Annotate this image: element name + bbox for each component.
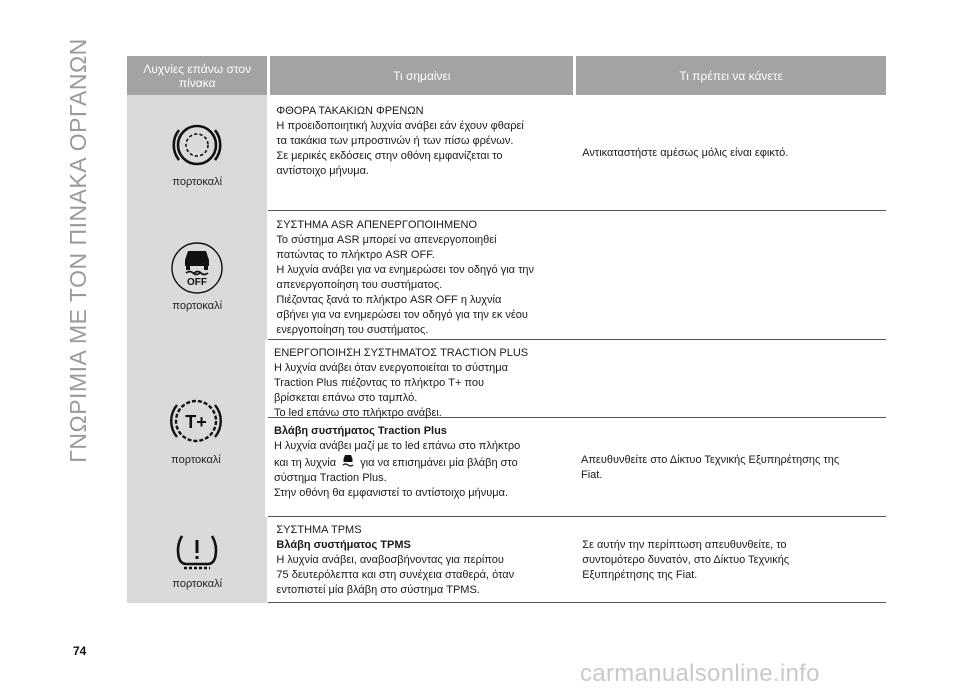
meaning-line: τα τακάκια των μπροστινών ή των πίσω φρένων.: [276, 135, 514, 147]
tpms-icon: [174, 530, 220, 574]
meaning-cell: [270, 211, 573, 340]
page-number: 74: [73, 644, 87, 658]
traction-plus-content: [268, 340, 886, 517]
meaning-subtitle: Βλάβη συστήματος TPMS: [276, 539, 411, 551]
action-cell: [576, 211, 886, 340]
table-row: [127, 211, 886, 340]
meaning-line: σβήνει για να ενημερώσει τον οδηγό για την εκ νέου: [276, 309, 528, 321]
icon-cell: [127, 95, 267, 211]
table-row: [127, 95, 886, 211]
fault-meaning-cell: [268, 418, 572, 517]
meaning-line: ενεργοποίηση του συστήματος.: [276, 324, 429, 336]
color-label: πορτοκαλί: [171, 453, 221, 466]
meaning-line: Η προειδοποιητική λυχνία ανάβει εάν έχουν φθαρεί: [276, 120, 524, 132]
meaning-line: Σε μερικές εκδόσεις στην οθόνη εμφανίζεται το: [276, 150, 503, 162]
meaning-line: ΣΥΣΤΗΜΑ ASR ΑΠΕΝΕΡΓΟΠΟΙΗΜΕΝΟ: [276, 219, 477, 231]
meaning-title: ΣΥΣΤΗΜΑ TPMS: [276, 524, 362, 536]
meaning-line: Traction Plus πιέζοντας το πλήκτρο T+ που: [274, 377, 485, 389]
asr-off-icon: [169, 240, 225, 296]
color-label: πορτοκαλί: [172, 299, 223, 312]
header-col-action-text: Τι πρέπει να κάνετε: [679, 68, 783, 83]
header-col-lights: [127, 56, 267, 95]
meaning-cell: [270, 95, 573, 211]
meaning-line: 75 δευτερόλεπτα και στη συνέχεια σταθερά, όταν: [276, 569, 515, 581]
icon-cell: [127, 340, 265, 517]
meaning-line: Η λυχνία ανάβει μαζί με το led επάνω στο πλήκτρο: [274, 440, 521, 452]
meaning-line: βρίσκεται επάνω στο ταμπλό.: [274, 392, 418, 404]
row-divider: [268, 602, 886, 603]
action-line: Σε αυτήν την περίπτωση απευθυνθείτε, το: [582, 539, 787, 551]
icon-cell: [127, 211, 267, 340]
side-section-title: [58, 37, 98, 463]
meaning-line-part: για να επισημάνει μία βλάβη στο: [360, 457, 518, 469]
traction-plus-icon: [167, 392, 225, 450]
icon-cell: [127, 517, 267, 603]
action-text: Αντικαταστήστε αμέσως μόλις είναι εφικτό.: [582, 146, 789, 159]
fault-title: Βλάβη συστήματος Traction Plus: [274, 425, 447, 437]
meaning-line: απενεργοποίηση του συστήματος.: [276, 279, 443, 291]
meaning-line: Στην οθόνη θα εμφανιστεί το αντίστοιχο μήνυμα.: [274, 487, 508, 499]
action-line: Fiat.: [581, 468, 603, 481]
meaning-line: Το led επάνω στο πλήκτρο ανάβει.: [274, 407, 442, 419]
meaning-line: πατώντας το πλήκτρο ASR OFF.: [276, 249, 435, 261]
esc-warning-icon: [342, 454, 354, 468]
meaning-line-part: και τη λυχνία: [274, 457, 337, 469]
meaning-cell: [268, 340, 572, 417]
action-cell: [576, 517, 886, 603]
traction-plus-icon-label: T+: [185, 411, 207, 432]
meaning-line: Το σύστημα ASR μπορεί να απενεργοποιηθεί: [276, 234, 497, 246]
table-row: [127, 517, 886, 603]
action-cell: [576, 95, 886, 211]
action-line: Απευθυνθείτε στο Δίκτυο Τεχνικής Εξυπηρέτησης της: [581, 453, 840, 466]
meaning-cell: [270, 517, 573, 603]
fault-action-cell: [575, 418, 886, 517]
meaning-line: Πιέζοντας ξανά το πλήκτρο ASR OFF η λυχνία: [276, 294, 502, 306]
color-label: πορτοκαλί: [172, 578, 223, 590]
meaning-line: Η λυχνία ανάβει για να ενημερώσει τον οδηγό για την: [276, 264, 535, 276]
header-col-lights-line2: πίνακα: [178, 75, 216, 90]
meaning-line: σύστημα Traction Plus.: [274, 472, 387, 484]
meaning-line: αντίστοιχο μήνυμα.: [276, 165, 369, 177]
header-col-meaning-text: Τι σημαίνει: [393, 68, 451, 83]
meaning-line: εντοπιστεί μία βλάβη στο σύστημα TPMS.: [276, 584, 480, 596]
meaning-line: Η λυχνία ανάβει, αναβοσβήνοντας για περίπου: [276, 554, 504, 566]
action-line: Εξυπηρέτησης της Fiat.: [582, 569, 698, 581]
meaning-line: ΕΝΕΡΓΟΠΟΙΗΣΗ ΣΥΣΤΗΜΑΤΟΣ TRACTION PLUS: [274, 347, 529, 359]
meaning-line: ΦΘΟΡΑ ΤΑΚΑΚΙΩΝ ΦΡΕΝΩΝ: [276, 105, 424, 117]
meaning-line: Η λυχνία ανάβει όταν ενεργοποιείται το σύστημα: [274, 362, 508, 374]
header-col-lights-line1: Λυχνίες επάνω στον: [143, 61, 252, 76]
table-header: [127, 56, 886, 95]
color-label: πορτοκαλί: [172, 176, 223, 188]
brake-pads-icon: [170, 118, 224, 172]
side-section-title-text: ΓΝΩΡΙΜΙΑ ΜΕ ΤΟΝ ΠΙΝΑΚΑ ΟΡΓΑΝΩΝ: [64, 37, 91, 463]
warning-lights-table: [127, 56, 886, 603]
action-cell: [575, 340, 886, 417]
action-line: συντομότερο δυνατόν, στο Δίκτυο Τεχνικής: [582, 554, 790, 566]
table-row: [127, 340, 886, 517]
watermark-text: carmanualsonline.info: [580, 660, 820, 687]
header-col-meaning: [270, 56, 573, 95]
asr-off-icon-label: OFF: [187, 276, 208, 288]
header-col-action: [576, 56, 886, 95]
